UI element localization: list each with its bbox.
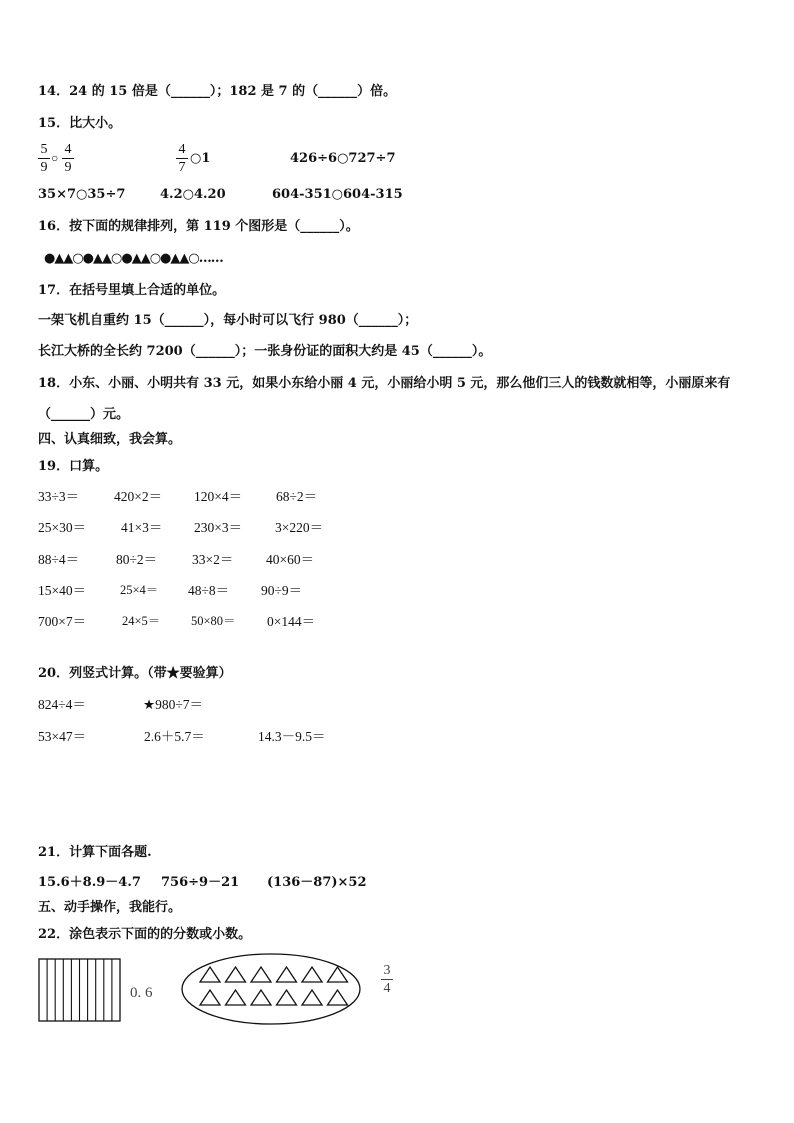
oral-calc-item: 48÷8＝	[188, 583, 230, 598]
section-4-heading: 四、认真细致，我会算。	[38, 432, 182, 447]
triangle[interactable]	[226, 990, 246, 1005]
question-21-title: 21．计算下面各题.	[38, 845, 152, 860]
triangle-ellipse[interactable]	[182, 954, 360, 1024]
decimal-label: 0. 6	[130, 985, 153, 1001]
oral-calc-item: 25×4＝	[120, 583, 159, 597]
question-18-line-2: （______）元。	[38, 407, 130, 422]
shape-pattern: ●▲▲○●▲▲○●▲▲○●▲▲○……	[44, 251, 223, 266]
vertical-calc-item: 824÷4＝	[38, 697, 86, 712]
expression-item: 15.6＋8.9－4.7	[38, 875, 141, 890]
question-18-line-1: 18．小东、小丽、小明共有 33 元，如果小东给小丽 4 元，小丽给小明 5 元，那么他们三人的钱数就相等，小丽原来有	[38, 376, 731, 391]
compare-item-3: 426÷6○727÷7	[290, 151, 396, 166]
triangle[interactable]	[277, 990, 297, 1005]
oral-calc-item: 700×7＝	[38, 614, 87, 629]
oral-calc-item: 40×60＝	[266, 552, 315, 567]
striped-rectangle[interactable]	[39, 959, 120, 1021]
oral-calc-item: 90÷9＝	[261, 583, 303, 598]
oral-calc-item: 33÷3＝	[38, 489, 80, 504]
triangle[interactable]	[277, 967, 297, 982]
compare-item-6: 604-351○604-315	[272, 187, 403, 202]
triangle[interactable]	[200, 967, 220, 982]
question-15-title: 15．比大小。	[38, 116, 122, 131]
question-14: 14．24 的 15 倍是（______）；182 是 7 的（______）倍。	[38, 84, 397, 99]
vertical-calc-item: 53×47＝	[38, 729, 87, 744]
oral-calc-item: 68÷2＝	[276, 489, 318, 504]
oral-calc-item: 50×80＝	[191, 614, 236, 628]
fraction-4-7: 4 7	[176, 142, 188, 175]
oral-calc-item: 25×30＝	[38, 520, 87, 535]
vertical-calc-item: ★980÷7＝	[143, 697, 204, 712]
triangle[interactable]	[302, 967, 322, 982]
ellipse-outline	[182, 954, 360, 1024]
compare-item-5: 4.2○4.20	[160, 187, 226, 202]
compare-circle: ○	[51, 151, 59, 165]
vertical-calc-item: 14.3－9.5＝	[258, 729, 326, 744]
fraction-4-9: 4 9	[62, 142, 74, 175]
triangle[interactable]	[302, 990, 322, 1005]
oral-calc-item: 33×2＝	[192, 552, 234, 567]
oral-calc-item: 420×2＝	[114, 489, 163, 504]
oral-calc-item: 88÷4＝	[38, 552, 80, 567]
question-17-line-2: 长江大桥的全长约 7200（______）；一张身份证的面积大约是 45（______）。	[38, 344, 492, 359]
fraction-3-4: 3 4	[381, 963, 393, 996]
oral-calc-item: 80÷2＝	[116, 552, 158, 567]
triangle[interactable]	[251, 967, 271, 982]
question-19-title: 19．口算。	[38, 459, 109, 474]
question-22-title: 22．涂色表示下面的的分数或小数。	[38, 927, 252, 942]
oral-calc-item: 15×40＝	[38, 583, 87, 598]
compare-with-one: ○1	[190, 151, 211, 166]
expression-item: (136－87)×52	[267, 875, 367, 890]
question-20-title: 20．列竖式计算。（带★要验算）	[38, 666, 232, 681]
section-5-heading: 五、动手操作，我能行。	[38, 900, 182, 915]
oral-calc-item: 41×3＝	[121, 520, 163, 535]
triangle[interactable]	[226, 967, 246, 982]
triangle[interactable]	[251, 990, 271, 1005]
expression-item: 756÷9－21	[161, 875, 240, 890]
triangle[interactable]	[328, 990, 348, 1005]
question-17-line-1: 一架飞机自重约 15（______），每小时可以飞行 980（______）；	[38, 313, 418, 328]
vertical-calc-item: 2.6＋5.7＝	[144, 729, 205, 744]
oral-calc-item: 0×144＝	[267, 614, 316, 629]
compare-item-4: 35×7○35÷7	[38, 187, 126, 202]
question-17-title: 17．在括号里填上合适的单位。	[38, 283, 226, 298]
oral-calc-item: 24×5＝	[122, 614, 161, 628]
fraction-5-9: 5 9	[38, 142, 50, 175]
question-16-title: 16．按下面的规律排列，第 119 个图形是（______）。	[38, 219, 359, 234]
oral-calc-item: 120×4＝	[194, 489, 243, 504]
triangle[interactable]	[200, 990, 220, 1005]
oral-calc-item: 230×3＝	[194, 520, 243, 535]
oral-calc-item: 3×220＝	[275, 520, 324, 535]
